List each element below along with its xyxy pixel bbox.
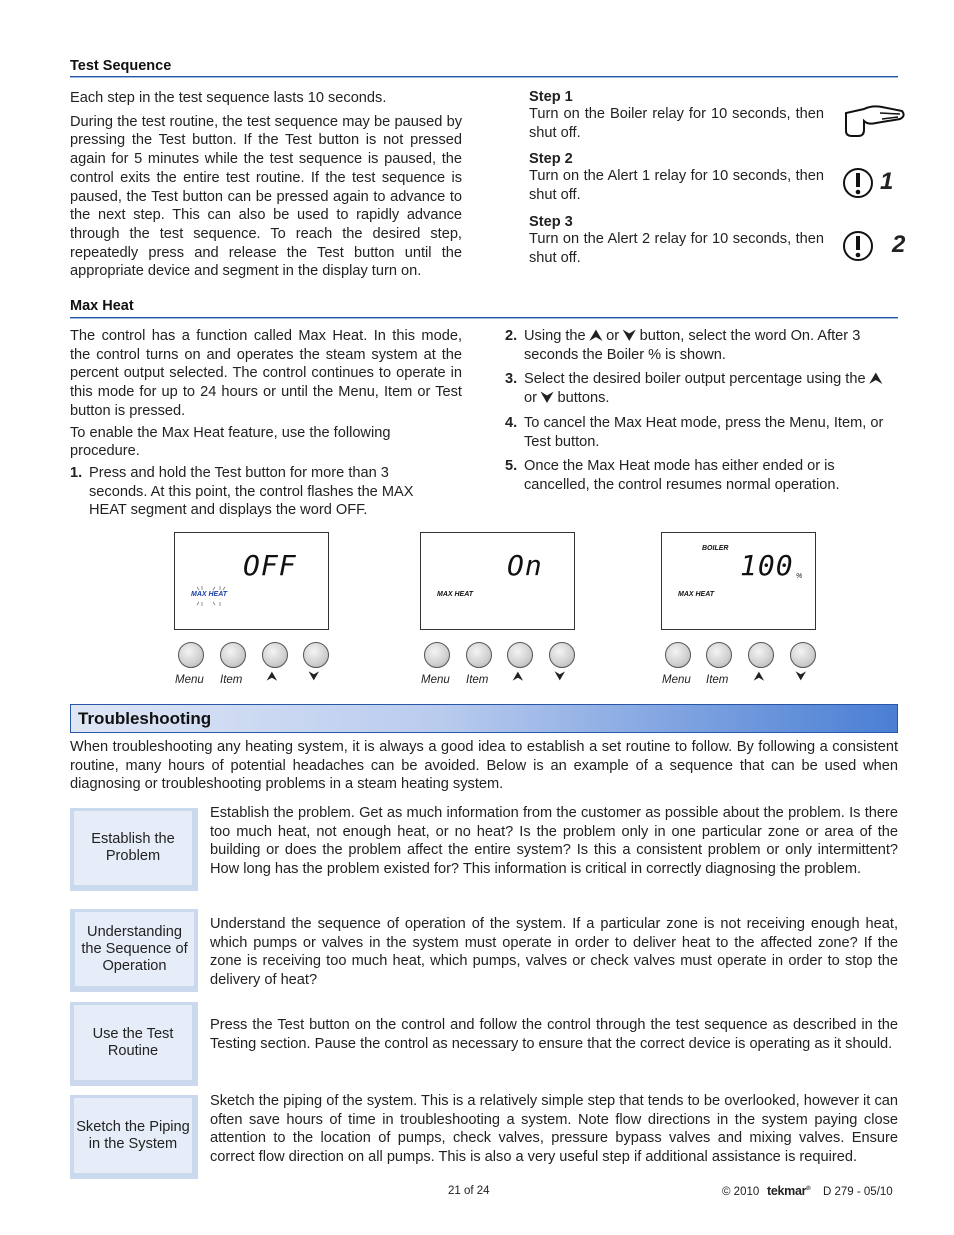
down-button <box>790 642 816 668</box>
menu-button <box>178 642 204 668</box>
step-box <box>70 1002 198 1086</box>
list-item: 5. Once the Max Heat mode has either ended or is cancelled, the control resumes normal operation. <box>505 458 840 493</box>
alert-icon <box>842 167 876 201</box>
up-button <box>748 642 774 668</box>
step-box <box>70 1095 198 1179</box>
max-heat-title: Max Heat <box>70 298 134 314</box>
step-description: Press the Test button on the control and follow the control through the test sequence as described in the Testing section. Pause the control as necessary to ensure that the correct device is operating as it should. <box>210 1017 898 1052</box>
lcd-display-boiler <box>661 532 816 630</box>
step-2 <box>529 151 824 214</box>
down-button <box>303 642 329 668</box>
step-box-label: Use the Test Routine <box>74 1005 192 1080</box>
item-label: Item <box>466 674 489 686</box>
menu-button <box>665 642 691 668</box>
lcd-display-off <box>174 532 329 630</box>
paragraph: To enable the Max Heat feature, use the following procedure. <box>70 424 391 460</box>
max-heat-left-text <box>70 327 462 526</box>
lcd-value: On <box>507 549 543 582</box>
step-description: Sketch the piping of the system. This is a relatively simple step that tends to be overlooked, however it can often save hours of time in troubleshooting a system. Note flow directions in the system paying close attention to the location of pumps, check valves, pressure bypass valves and mixing valves. Ensure correct flow direction on all pumps. This is also a very useful step if additional assistance is required. <box>210 1093 898 1166</box>
list-item: 2. Using the ⮝ or ⮟ button, select the word On. After 3 seconds the Boiler % is shown. <box>505 328 861 363</box>
paragraph: The control has a function called Max Heat. In this mode, the control turns on and operates the steam system at the percent output selected. The control continues to operate in this mode for up to 24 hours or until the Menu, Item or Test button is pressed. <box>70 328 462 419</box>
procedure-list <box>70 464 462 520</box>
step-title: Step 2 <box>529 151 573 167</box>
menu-label: Menu <box>175 674 204 686</box>
copyright: © 2010 <box>722 1186 760 1198</box>
step-description: Understand the sequence of operation of the system. If a particular zone is not receiving enough heat, which pumps or valves in the system must operate in order to deliver heat to the affected zone? If the zone is receiving too much heat, which pumps, valves or check valves must operate in order to stop the delivery of heat? <box>210 916 898 989</box>
menu-label: Menu <box>662 674 691 686</box>
test-sequence-text <box>70 89 462 286</box>
test-sequence-title: Test Sequence <box>70 58 172 74</box>
lcd-label: MAX HEAT <box>678 591 715 598</box>
step-text: Turn on the Alert 1 relay for 10 seconds, then shut off. <box>529 168 824 203</box>
document-code: D 279 - 05/10 <box>823 1186 893 1198</box>
alert-number: 2 <box>892 231 906 258</box>
up-arrow-icon: ⮝ <box>754 671 764 683</box>
procedure-list <box>505 327 897 495</box>
down-arrow-icon: ⮟ <box>309 671 319 683</box>
up-arrow-icon: ⮝ <box>513 671 523 683</box>
lcd-label: MAX HEAT <box>437 591 474 598</box>
section-rule <box>70 317 898 319</box>
max-heat-right-text <box>505 327 897 501</box>
step-description: Establish the problem. Get as much information from the customer as possible about the problem. Is there too much heat, not enough heat, or no heat? Is the problem only in one particular zone or area of the building or does the problem affect the entire system? Is this a consistent problem or only intermittent? How long has the problem existed for? This information is critical in correctly diagnosing the problem. <box>210 805 898 878</box>
up-arrow-icon: ⮝ <box>267 671 277 683</box>
item-button <box>220 642 246 668</box>
troubleshooting-intro: When troubleshooting any heating system, it is always a good idea to establish a set routine to follow. By following a consistent routine, many hours of potential headaches can be avoided. Below is an example of a sequence that can be used when diagnosing or troubleshooting problems in a steam heating system. <box>70 739 898 793</box>
page-number: 21 of 24 <box>448 1185 490 1197</box>
flashing-indicator-icon <box>191 583 231 609</box>
boiler-hand-icon <box>842 101 906 139</box>
step-text: Turn on the Alert 2 relay for 10 seconds, then shut off. <box>529 231 824 266</box>
up-button <box>262 642 288 668</box>
menu-label: Menu <box>421 674 450 686</box>
item-label: Item <box>706 674 729 686</box>
list-item: 4. To cancel the Max Heat mode, press the Menu, Item, or Test button. <box>505 414 884 450</box>
test-steps <box>529 89 824 272</box>
up-arrow-icon: ⮝ <box>869 371 883 388</box>
alert-number: 1 <box>880 168 894 195</box>
troubleshooting-header <box>70 704 898 733</box>
lcd-value: 100 <box>740 549 794 582</box>
lcd-unit: % <box>796 573 803 580</box>
brand-logo: tekmar® <box>767 1184 811 1198</box>
step-box-label: Sketch the Piping in the System <box>74 1098 192 1173</box>
step-title: Step 3 <box>529 214 573 230</box>
down-button <box>549 642 575 668</box>
section-rule <box>70 76 898 78</box>
down-arrow-icon: ⮟ <box>796 671 806 683</box>
lcd-label: MAX HEAT <box>191 591 228 598</box>
troubleshooting-title: Troubleshooting <box>78 709 212 728</box>
paragraph: Each step in the test sequence lasts 10 seconds. <box>70 90 387 106</box>
menu-button <box>424 642 450 668</box>
down-arrow-icon: ⮟ <box>541 390 554 407</box>
step-box-label: Understanding the Sequence of Operation <box>75 912 194 986</box>
lcd-top-label: BOILER <box>702 545 729 552</box>
list-item: 1. Press and hold the Test button for more than 3 seconds. At this point, the control flashes the MAX HEAT segment and displays the word OFF. <box>70 464 414 519</box>
paragraph: During the test routine, the test sequence may be paused by pressing the Test button. If the Test button is not pressed again for 5 minutes while the test sequence is paused, the control exits the entire test routine. If the test sequence is paused, the Test button can be pressed again to advance to the next step. This can also be used to rapidly advance through the test sequence. To reach the desired step, repeatedly press and release the Test button until the appropriate device and segment in the display turn on. <box>70 113 462 280</box>
step-title: Step 1 <box>529 89 573 105</box>
step-box <box>70 909 198 992</box>
up-button <box>507 642 533 668</box>
alert-icon <box>842 230 876 264</box>
step-3 <box>529 214 824 267</box>
step-box <box>70 808 198 891</box>
lcd-display-on <box>420 532 575 630</box>
step-box-label: Establish the Problem <box>74 811 192 885</box>
step-text: Turn on the Boiler relay for 10 seconds, then shut off. <box>529 106 824 141</box>
down-arrow-icon: ⮟ <box>555 671 565 683</box>
list-item: 3. Select the desired boiler output percentage using the ⮝ or ⮟ buttons. <box>505 371 883 407</box>
item-button <box>706 642 732 668</box>
up-arrow-icon: ⮝ <box>589 328 603 344</box>
lcd-value: OFF <box>243 549 297 582</box>
item-button <box>466 642 492 668</box>
down-arrow-icon: ⮟ <box>623 328 636 344</box>
step-1 <box>529 89 824 151</box>
item-label: Item <box>220 674 243 686</box>
